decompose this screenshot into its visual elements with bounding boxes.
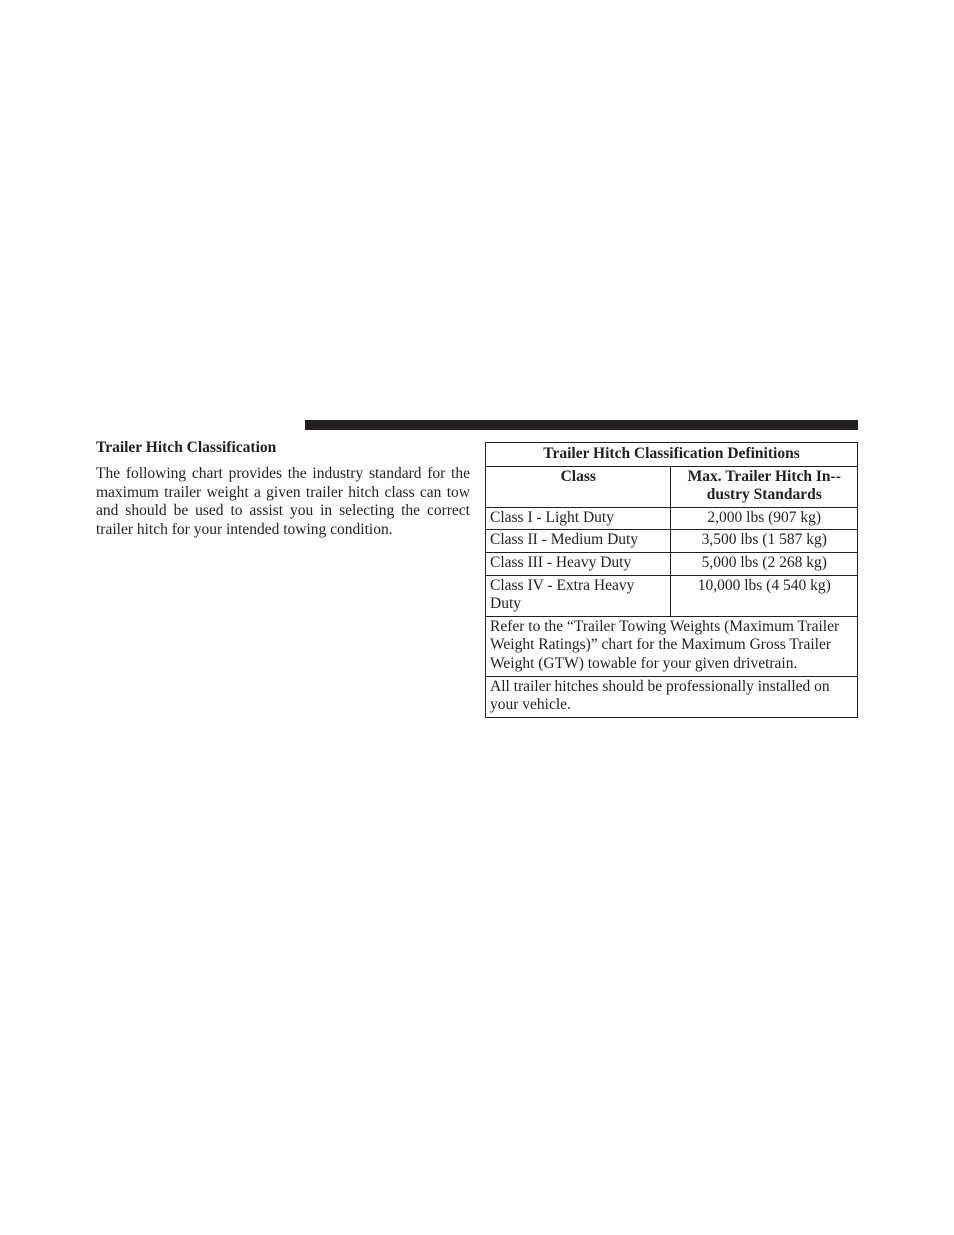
section-header-bar — [305, 420, 858, 430]
table-note-row — [486, 616, 858, 676]
table-note-gtw: Refer to the “Trailer Towing Weights (Maximum Trailer Weight Ratings)” chart for the Maximum Gross Trailer Weight (GTW) towable for your given drivetrain. — [486, 616, 858, 676]
section-heading: Trailer Hitch Classification — [96, 439, 277, 456]
table-row — [486, 507, 858, 530]
class-cell: Class IV - Extra Heavy Duty — [486, 575, 671, 616]
table-note-row — [486, 676, 858, 717]
table-title: Trailer Hitch Classification Definitions — [486, 443, 858, 467]
class-cell: Class II - Medium Duty — [486, 530, 671, 553]
table-note-installation: All trailer hitches should be professionally installed on your vehicle. — [486, 676, 858, 717]
max-weight-cell: 10,000 lbs (4 540 kg) — [671, 575, 858, 616]
column-header-class: Class — [486, 466, 671, 507]
class-cell: Class III - Heavy Duty — [486, 552, 671, 575]
table-header-row — [486, 466, 858, 507]
table-title-row — [486, 443, 858, 467]
section-body-paragraph: The following chart provides the industry standard for the maximum trailer weight a given trailer hitch class can tow and should be used to assist you in selecting the correct trailer hitch for your intended towing condition. — [96, 465, 470, 538]
column-header-max-weight: Max. Trailer Hitch In-dustry Standards — [671, 466, 858, 507]
class-cell: Class I - Light Duty — [486, 507, 671, 530]
max-weight-cell: 2,000 lbs (907 kg) — [671, 507, 858, 530]
max-weight-cell: 5,000 lbs (2 268 kg) — [671, 552, 858, 575]
table-row — [486, 530, 858, 553]
table-row — [486, 552, 858, 575]
hitch-classification-table — [485, 442, 858, 718]
max-weight-cell: 3,500 lbs (1 587 kg) — [671, 530, 858, 553]
table-row — [486, 575, 858, 616]
